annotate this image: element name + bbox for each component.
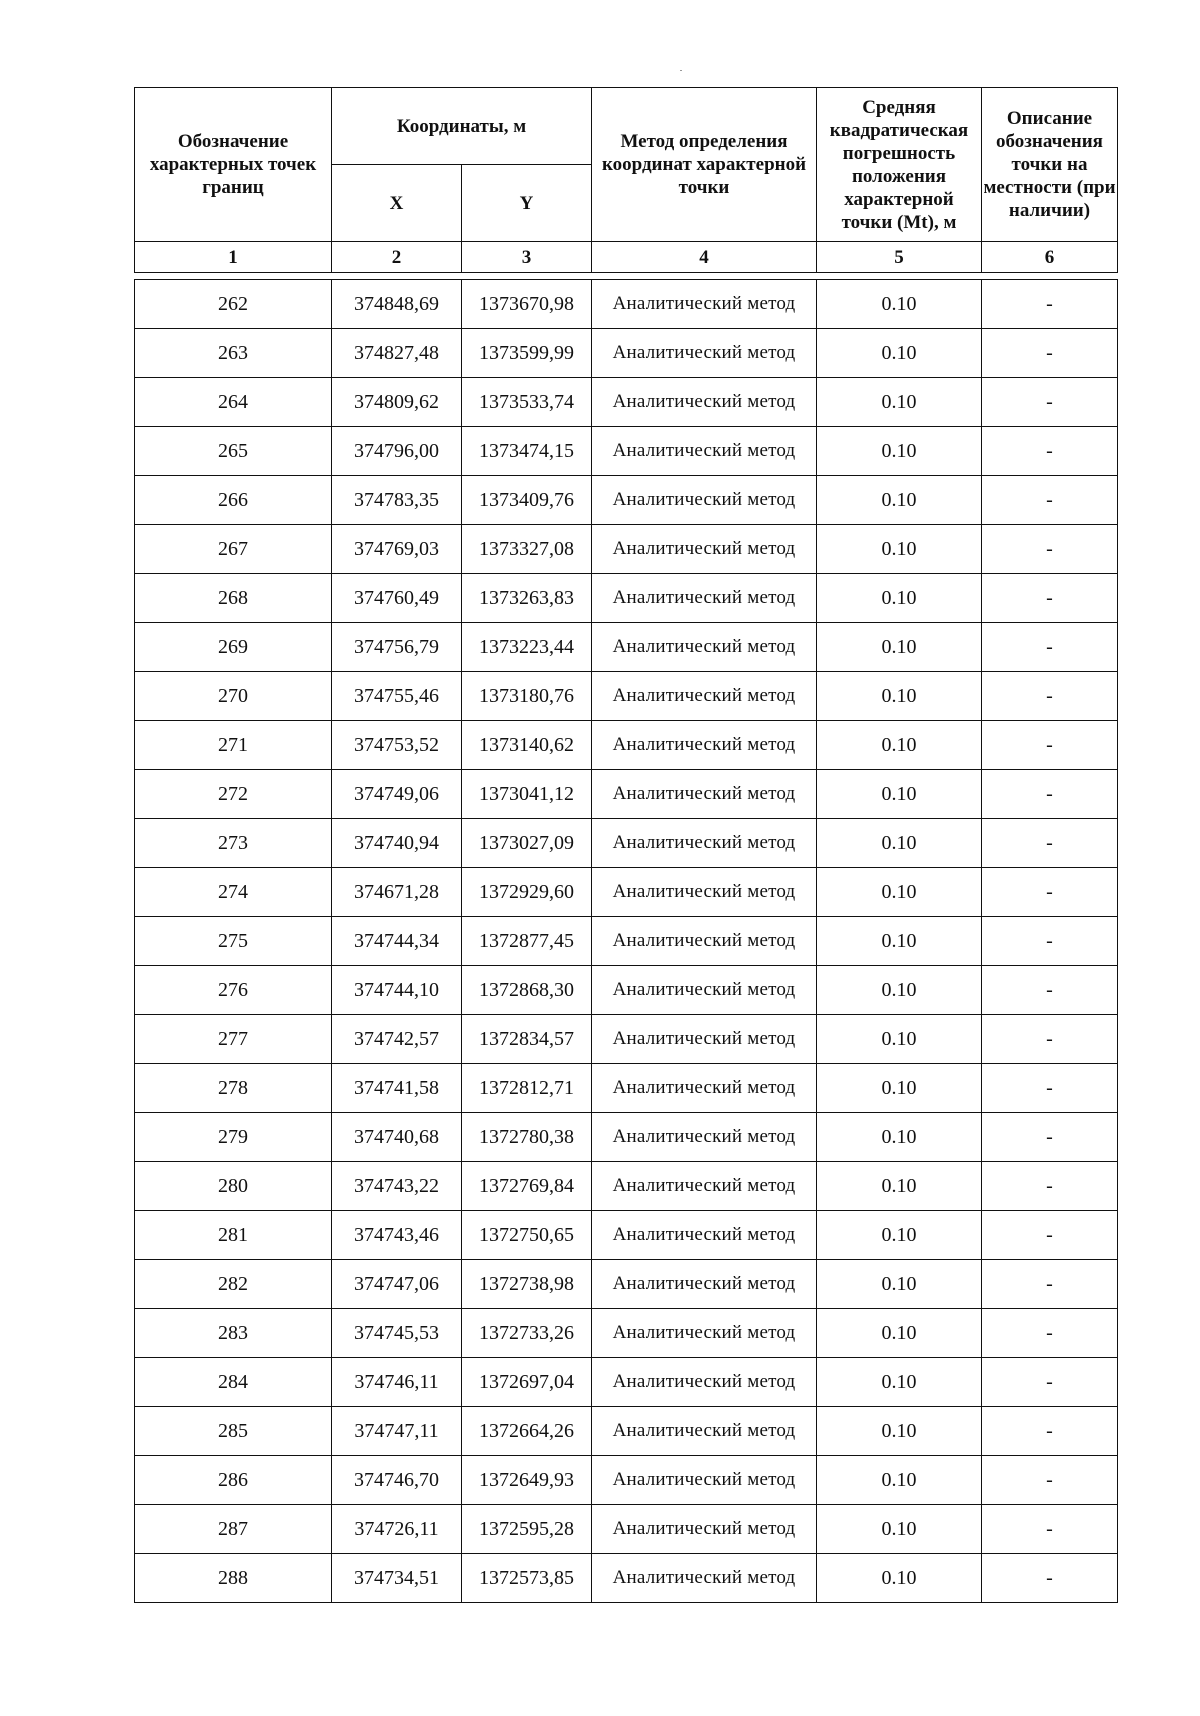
- cell-y: 1373474,15: [462, 427, 592, 476]
- cell-method: Аналитический метод: [592, 525, 817, 574]
- cell-y: 1372877,45: [462, 917, 592, 966]
- cell-description: -: [982, 427, 1118, 476]
- cell-description: -: [982, 1358, 1118, 1407]
- cell-y: 1372868,30: [462, 966, 592, 1015]
- cell-x: 374671,28: [332, 868, 462, 917]
- cell-method: Аналитический метод: [592, 1407, 817, 1456]
- cell-method: Аналитический метод: [592, 623, 817, 672]
- cell-x: 374740,68: [332, 1113, 462, 1162]
- cell-description: -: [982, 966, 1118, 1015]
- table-header: [134, 87, 1118, 273]
- cell-x: 374755,46: [332, 672, 462, 721]
- cell-point: 262: [135, 280, 332, 329]
- cell-x: 374742,57: [332, 1015, 462, 1064]
- cell-point: 277: [135, 1015, 332, 1064]
- cell-method: Аналитический метод: [592, 1113, 817, 1162]
- cell-mt: 0.10: [817, 1211, 982, 1260]
- cell-method: Аналитический метод: [592, 1554, 817, 1603]
- cell-point: 288: [135, 1554, 332, 1603]
- table-row: [135, 1554, 1118, 1603]
- cell-x: 374827,48: [332, 329, 462, 378]
- cell-x: 374760,49: [332, 574, 462, 623]
- header-method: Метод определения координат характерной точки: [592, 88, 817, 242]
- cell-x: 374747,06: [332, 1260, 462, 1309]
- cell-method: Аналитический метод: [592, 1211, 817, 1260]
- cell-y: 1373599,99: [462, 329, 592, 378]
- cell-method: Аналитический метод: [592, 770, 817, 819]
- cell-x: 374744,10: [332, 966, 462, 1015]
- cell-y: 1372812,71: [462, 1064, 592, 1113]
- cell-point: 280: [135, 1162, 332, 1211]
- cell-description: -: [982, 819, 1118, 868]
- cell-description: -: [982, 1260, 1118, 1309]
- cell-mt: 0.10: [817, 917, 982, 966]
- cell-method: Аналитический метод: [592, 378, 817, 427]
- table-row: [135, 378, 1118, 427]
- cell-point: 270: [135, 672, 332, 721]
- cell-description: -: [982, 329, 1118, 378]
- cell-method: Аналитический метод: [592, 1064, 817, 1113]
- cell-y: 1373180,76: [462, 672, 592, 721]
- cell-mt: 0.10: [817, 672, 982, 721]
- cell-point: 278: [135, 1064, 332, 1113]
- cell-x: 374726,11: [332, 1505, 462, 1554]
- table-row: [135, 672, 1118, 721]
- cell-point: 284: [135, 1358, 332, 1407]
- cell-description: -: [982, 476, 1118, 525]
- cell-mt: 0.10: [817, 1015, 982, 1064]
- table-row: [135, 1505, 1118, 1554]
- cell-point: 265: [135, 427, 332, 476]
- cell-y: 1372733,26: [462, 1309, 592, 1358]
- cell-method: Аналитический метод: [592, 1309, 817, 1358]
- cell-y: 1372664,26: [462, 1407, 592, 1456]
- cell-point: 273: [135, 819, 332, 868]
- cell-point: 276: [135, 966, 332, 1015]
- cell-x: 374769,03: [332, 525, 462, 574]
- cell-x: 374756,79: [332, 623, 462, 672]
- cell-method: Аналитический метод: [592, 966, 817, 1015]
- cell-mt: 0.10: [817, 525, 982, 574]
- cell-method: Аналитический метод: [592, 1162, 817, 1211]
- table-row: [135, 623, 1118, 672]
- cell-mt: 0.10: [817, 329, 982, 378]
- cell-mt: 0.10: [817, 378, 982, 427]
- cell-mt: 0.10: [817, 966, 982, 1015]
- cell-y: 1373140,62: [462, 721, 592, 770]
- cell-y: 1373041,12: [462, 770, 592, 819]
- table-row: [135, 1456, 1118, 1505]
- cell-mt: 0.10: [817, 1113, 982, 1162]
- cell-mt: 0.10: [817, 280, 982, 329]
- cell-x: 374753,52: [332, 721, 462, 770]
- cell-x: 374809,62: [332, 378, 462, 427]
- cell-mt: 0.10: [817, 1505, 982, 1554]
- cell-x: 374796,00: [332, 427, 462, 476]
- column-number: 6: [982, 242, 1118, 273]
- cell-point: 263: [135, 329, 332, 378]
- table-row: [135, 476, 1118, 525]
- column-number: 1: [135, 242, 332, 273]
- cell-y: 1373533,74: [462, 378, 592, 427]
- cell-y: 1372780,38: [462, 1113, 592, 1162]
- cell-point: 283: [135, 1309, 332, 1358]
- cell-description: -: [982, 1407, 1118, 1456]
- table-row: [135, 1162, 1118, 1211]
- cell-point: 275: [135, 917, 332, 966]
- header-y: Y: [462, 165, 592, 242]
- cell-x: 374747,11: [332, 1407, 462, 1456]
- cell-method: Аналитический метод: [592, 1260, 817, 1309]
- cell-description: -: [982, 770, 1118, 819]
- cell-x: 374749,06: [332, 770, 462, 819]
- cell-point: 272: [135, 770, 332, 819]
- cell-point: 282: [135, 1260, 332, 1309]
- cell-method: Аналитический метод: [592, 427, 817, 476]
- cell-y: 1372738,98: [462, 1260, 592, 1309]
- cell-mt: 0.10: [817, 623, 982, 672]
- cell-y: 1372573,85: [462, 1554, 592, 1603]
- table-row: [135, 1309, 1118, 1358]
- table-row: [135, 1358, 1118, 1407]
- table-row: [135, 917, 1118, 966]
- cell-mt: 0.10: [817, 819, 982, 868]
- cell-y: 1372595,28: [462, 1505, 592, 1554]
- cell-y: 1372697,04: [462, 1358, 592, 1407]
- table-row: [135, 1407, 1118, 1456]
- table-row: [135, 1015, 1118, 1064]
- table-row: [135, 1211, 1118, 1260]
- cell-x: 374848,69: [332, 280, 462, 329]
- table-row: [135, 329, 1118, 378]
- table-row: [135, 770, 1118, 819]
- cell-description: -: [982, 868, 1118, 917]
- cell-mt: 0.10: [817, 1407, 982, 1456]
- cell-method: Аналитический метод: [592, 819, 817, 868]
- cell-method: Аналитический метод: [592, 868, 817, 917]
- cell-mt: 0.10: [817, 1064, 982, 1113]
- cell-x: 374740,94: [332, 819, 462, 868]
- cell-method: Аналитический метод: [592, 672, 817, 721]
- cell-description: -: [982, 1064, 1118, 1113]
- cell-description: -: [982, 1113, 1118, 1162]
- cell-y: 1372750,65: [462, 1211, 592, 1260]
- cell-method: Аналитический метод: [592, 280, 817, 329]
- cell-mt: 0.10: [817, 770, 982, 819]
- cell-point: 269: [135, 623, 332, 672]
- cell-y: 1373223,44: [462, 623, 592, 672]
- cell-description: -: [982, 623, 1118, 672]
- cell-description: -: [982, 672, 1118, 721]
- cell-y: 1372769,84: [462, 1162, 592, 1211]
- table-row: [135, 721, 1118, 770]
- cell-method: Аналитический метод: [592, 476, 817, 525]
- cell-y: 1372834,57: [462, 1015, 592, 1064]
- cell-point: 279: [135, 1113, 332, 1162]
- cell-method: Аналитический метод: [592, 1015, 817, 1064]
- header-error: Средняя квадратическая погрешность положения характерной точки (Mt), м: [817, 88, 982, 242]
- cell-mt: 0.10: [817, 1260, 982, 1309]
- cell-y: 1373263,83: [462, 574, 592, 623]
- header-x: X: [332, 165, 462, 242]
- cell-mt: 0.10: [817, 1554, 982, 1603]
- cell-description: -: [982, 378, 1118, 427]
- cell-description: -: [982, 1554, 1118, 1603]
- cell-description: -: [982, 1309, 1118, 1358]
- table-row: [135, 966, 1118, 1015]
- cell-description: -: [982, 1162, 1118, 1211]
- cell-mt: 0.10: [817, 868, 982, 917]
- cell-description: -: [982, 1211, 1118, 1260]
- cell-x: 374744,34: [332, 917, 462, 966]
- cell-method: Аналитический метод: [592, 574, 817, 623]
- table-row: [135, 280, 1118, 329]
- header-description: Описание обозначения точки на местности (при наличии): [982, 88, 1118, 242]
- table-row: [135, 1113, 1118, 1162]
- cell-description: -: [982, 917, 1118, 966]
- cell-description: -: [982, 280, 1118, 329]
- cell-x: 374783,35: [332, 476, 462, 525]
- table-row: [135, 1064, 1118, 1113]
- column-number: 4: [592, 242, 817, 273]
- cell-point: 264: [135, 378, 332, 427]
- cell-x: 374741,58: [332, 1064, 462, 1113]
- cell-method: Аналитический метод: [592, 917, 817, 966]
- column-number: 5: [817, 242, 982, 273]
- cell-y: 1373027,09: [462, 819, 592, 868]
- cell-mt: 0.10: [817, 1456, 982, 1505]
- cell-mt: 0.10: [817, 1358, 982, 1407]
- table-row: [135, 819, 1118, 868]
- cell-method: Аналитический метод: [592, 721, 817, 770]
- header-designation: Обозначение характерных точек границ: [135, 88, 332, 242]
- cell-x: 374746,11: [332, 1358, 462, 1407]
- scan-speck: [680, 70, 682, 71]
- cell-description: -: [982, 721, 1118, 770]
- table-row: [135, 1260, 1118, 1309]
- cell-y: 1373327,08: [462, 525, 592, 574]
- cell-point: 266: [135, 476, 332, 525]
- cell-method: Аналитический метод: [592, 1505, 817, 1554]
- cell-point: 286: [135, 1456, 332, 1505]
- cell-description: -: [982, 525, 1118, 574]
- cell-mt: 0.10: [817, 1162, 982, 1211]
- cell-mt: 0.10: [817, 1309, 982, 1358]
- cell-point: 285: [135, 1407, 332, 1456]
- cell-method: Аналитический метод: [592, 329, 817, 378]
- cell-mt: 0.10: [817, 427, 982, 476]
- cell-x: 374745,53: [332, 1309, 462, 1358]
- cell-point: 281: [135, 1211, 332, 1260]
- cell-x: 374743,46: [332, 1211, 462, 1260]
- cell-description: -: [982, 1015, 1118, 1064]
- cell-y: 1372649,93: [462, 1456, 592, 1505]
- table-row: [135, 574, 1118, 623]
- cell-point: 267: [135, 525, 332, 574]
- cell-description: -: [982, 1505, 1118, 1554]
- cell-mt: 0.10: [817, 721, 982, 770]
- cell-x: 374746,70: [332, 1456, 462, 1505]
- cell-x: 374734,51: [332, 1554, 462, 1603]
- cell-y: 1373409,76: [462, 476, 592, 525]
- cell-mt: 0.10: [817, 476, 982, 525]
- cell-point: 274: [135, 868, 332, 917]
- cell-description: -: [982, 1456, 1118, 1505]
- cell-method: Аналитический метод: [592, 1358, 817, 1407]
- cell-point: 287: [135, 1505, 332, 1554]
- column-number: 2: [332, 242, 462, 273]
- coordinates-table: [134, 279, 1118, 1603]
- cell-y: 1372929,60: [462, 868, 592, 917]
- cell-point: 268: [135, 574, 332, 623]
- header-coordinates: Координаты, м: [332, 88, 592, 165]
- table-row: [135, 525, 1118, 574]
- cell-description: -: [982, 574, 1118, 623]
- cell-point: 271: [135, 721, 332, 770]
- cell-y: 1373670,98: [462, 280, 592, 329]
- cell-x: 374743,22: [332, 1162, 462, 1211]
- table-row: [135, 868, 1118, 917]
- cell-method: Аналитический метод: [592, 1456, 817, 1505]
- column-number: 3: [462, 242, 592, 273]
- cell-mt: 0.10: [817, 574, 982, 623]
- table-row: [135, 427, 1118, 476]
